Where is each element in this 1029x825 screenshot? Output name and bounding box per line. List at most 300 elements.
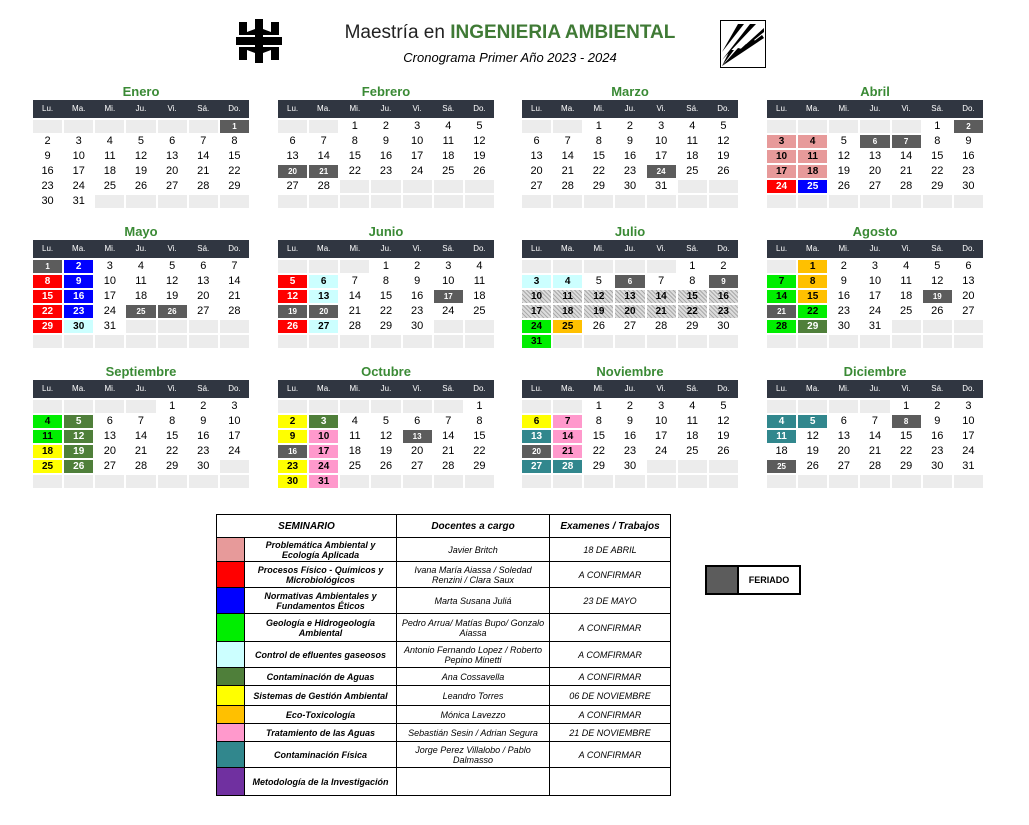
day-cell: 7 [126,415,155,428]
day-cell: 16 [954,150,983,163]
day-cell: 12 [64,430,93,443]
weekday-label: Vi. [167,384,177,393]
day-cell: 9 [923,415,952,428]
seminario-name: Problemática Ambiental y Ecología Aplicada [245,538,397,562]
day-cell: 5 [465,120,494,133]
weekday-label: Vi. [412,104,422,113]
days-grid [33,400,249,488]
weekday-label: Sá. [931,244,944,253]
weekday-label: Lu. [531,104,543,113]
empty-day-cell [798,335,827,348]
day-cell: 16 [615,150,644,163]
day-cell: 26 [709,445,738,458]
day-cell: 26 [371,460,400,473]
day-cell: 22 [892,445,921,458]
weekday-label: Sá. [197,244,210,253]
day-cell: 4 [465,260,494,273]
legend-row [217,742,671,768]
weekday-label: Do. [962,384,975,393]
day-cell: 17 [860,290,889,303]
day-cell: 13 [403,430,432,443]
day-cell: 25 [678,165,707,178]
legend-row [217,538,671,562]
empty-day-cell [126,475,155,488]
days-grid [278,400,494,488]
empty-day-cell [465,180,494,193]
empty-day-cell [615,475,644,488]
feriado-label: FERIADO [748,575,790,585]
day-cell: 12 [798,430,827,443]
day-cell: 11 [678,415,707,428]
day-cell: 2 [33,135,62,148]
weekday-label: Ju. [380,244,392,253]
day-cell: 8 [892,415,921,428]
empty-day-cell [340,260,369,273]
empty-day-cell [892,335,921,348]
empty-day-cell [553,120,582,133]
weekday-label: Lu. [42,384,54,393]
day-cell: 4 [553,275,582,288]
empty-day-cell [220,335,249,348]
day-cell: 26 [798,460,827,473]
empty-day-cell [309,335,338,348]
day-cell: 26 [278,320,307,333]
empty-day-cell [220,475,249,488]
examen-date: A COMFIRMAR [550,642,671,668]
day-cell: 24 [647,165,676,178]
day-cell: 16 [709,290,738,303]
empty-day-cell [189,195,218,208]
examen-date: 21 DE NOVIEMBRE [550,724,671,742]
seminario-name: Normativas Ambientales y Fundamentos Éticos [245,588,397,614]
docentes-names: Jorge Perez Villalobo / Pablo Dalmasso [397,742,550,768]
day-cell: 6 [278,135,307,148]
day-cell: 17 [954,430,983,443]
weekday-label: Do. [717,384,730,393]
empty-day-cell [465,475,494,488]
empty-day-cell [189,120,218,133]
weekday-label: Mi. [838,244,850,253]
weekday-label: Mi. [593,244,605,253]
day-cell: 1 [33,260,62,273]
day-cell: 6 [860,135,889,148]
day-cell: 19 [64,445,93,458]
day-cell: 18 [33,445,62,458]
month-diciembre [767,364,983,488]
day-cell: 7 [189,135,218,148]
day-cell: 26 [709,165,738,178]
weekday-label: Lu. [287,244,299,253]
day-cell: 7 [553,135,582,148]
day-cell: 6 [158,135,187,148]
day-cell: 28 [309,180,338,193]
weekday-label: Do. [717,104,730,113]
day-cell: 30 [615,460,644,473]
day-cell: 9 [829,275,858,288]
examen-date: 23 DE MAYO [550,588,671,614]
month-mayo [33,224,249,348]
day-cell: 16 [278,445,307,458]
weekday-label: Mi. [593,104,605,113]
weekday-label: Sá. [686,384,699,393]
empty-day-cell [709,180,738,193]
empty-day-cell [403,400,432,413]
seminario-name: Procesos Físico - Químicos y Microbiológicos [245,562,397,588]
day-cell: 11 [126,275,155,288]
day-cell: 10 [64,150,93,163]
empty-day-cell [189,475,218,488]
day-cell: 28 [553,180,582,193]
weekday-label: Mi. [349,384,361,393]
day-cell: 30 [278,475,307,488]
day-cell: 5 [278,275,307,288]
day-cell: 17 [220,430,249,443]
day-cell: 10 [767,150,796,163]
day-cell: 23 [829,305,858,318]
empty-day-cell [434,195,463,208]
seminar-legend-table [216,514,671,796]
day-cell: 1 [158,400,187,413]
day-cell: 21 [340,305,369,318]
day-cell: 27 [189,305,218,318]
day-cell: 3 [220,400,249,413]
day-cell: 27 [615,320,644,333]
month-junio [278,224,494,348]
day-cell: 20 [522,445,551,458]
day-cell: 28 [767,320,796,333]
empty-day-cell [923,335,952,348]
legend-row [217,562,671,588]
weekday-header [278,240,494,258]
day-cell: 10 [403,135,432,148]
empty-day-cell [95,400,124,413]
day-cell: 1 [340,120,369,133]
docentes-names: Mónica Lavezzo [397,706,550,724]
empty-day-cell [33,400,62,413]
day-cell: 25 [767,460,796,473]
day-cell: 1 [678,260,707,273]
weekday-label: Lu. [776,384,788,393]
day-cell: 28 [340,320,369,333]
legend-color-swatch [217,768,245,796]
day-cell: 20 [829,445,858,458]
empty-day-cell [340,400,369,413]
weekday-label: Do. [717,244,730,253]
day-cell: 21 [647,305,676,318]
empty-day-cell [64,400,93,413]
day-cell: 10 [220,415,249,428]
day-cell: 14 [126,430,155,443]
legend-row [217,768,671,796]
day-cell: 5 [798,415,827,428]
empty-day-cell [709,475,738,488]
docentes-names: Marta Susana Juliá [397,588,550,614]
weekday-label: Mi. [838,104,850,113]
day-cell: 27 [403,460,432,473]
empty-day-cell [553,195,582,208]
empty-day-cell [678,335,707,348]
empty-day-cell [798,195,827,208]
day-cell: 2 [371,120,400,133]
day-cell: 26 [923,305,952,318]
legend-row [217,614,671,642]
day-cell: 14 [220,275,249,288]
seminario-name: Tratamiento de las Aguas [245,724,397,742]
day-cell: 1 [892,400,921,413]
page-subtitle: Cronograma Primer Año 2023 - 2024 [403,50,617,65]
weekday-label: Ju. [135,104,147,113]
empty-day-cell [33,475,62,488]
day-cell: 9 [371,135,400,148]
day-cell: 15 [33,290,62,303]
month-name: Agosto [852,224,898,239]
day-cell: 2 [709,260,738,273]
day-cell: 8 [465,415,494,428]
day-cell: 4 [798,135,827,148]
day-cell: 16 [371,150,400,163]
weekday-header [33,380,249,398]
empty-day-cell [95,335,124,348]
day-cell: 11 [465,275,494,288]
day-cell: 2 [954,120,983,133]
day-cell: 31 [522,335,551,348]
month-febrero [278,84,494,208]
examen-date: A CONFIRMAR [550,614,671,642]
empty-day-cell [767,475,796,488]
legend-color-swatch [217,562,245,588]
day-cell: 1 [220,120,249,133]
day-cell: 20 [522,165,551,178]
weekday-header [522,100,738,118]
weekday-label: Ju. [380,384,392,393]
weekday-label: Lu. [287,104,299,113]
day-cell: 12 [371,430,400,443]
weekday-header [767,240,983,258]
day-cell: 30 [923,460,952,473]
day-cell: 21 [434,445,463,458]
day-cell: 18 [767,445,796,458]
day-cell: 2 [64,260,93,273]
empty-day-cell [798,400,827,413]
empty-day-cell [892,195,921,208]
empty-day-cell [309,260,338,273]
day-cell: 13 [522,150,551,163]
empty-day-cell [158,475,187,488]
day-cell: 13 [309,290,338,303]
day-cell: 11 [892,275,921,288]
month-octubre [278,364,494,488]
day-cell: 12 [584,290,613,303]
empty-day-cell [584,475,613,488]
legend-color-swatch [217,588,245,614]
day-cell: 17 [522,305,551,318]
day-cell: 2 [278,415,307,428]
weekday-label: Ma. [561,384,575,393]
day-cell: 3 [434,260,463,273]
day-cell: 5 [371,415,400,428]
day-cell: 23 [371,165,400,178]
day-cell: 14 [189,150,218,163]
day-cell: 17 [767,165,796,178]
empty-day-cell [278,195,307,208]
day-cell: 12 [465,135,494,148]
empty-day-cell [860,335,889,348]
day-cell: 3 [647,120,676,133]
day-cell: 30 [403,320,432,333]
weekday-label: Do. [228,244,241,253]
day-cell: 8 [798,275,827,288]
weekday-label: Sá. [442,104,455,113]
weekday-label: Ju. [135,384,147,393]
day-cell: 9 [189,415,218,428]
day-cell: 28 [553,460,582,473]
empty-day-cell [553,260,582,273]
empty-day-cell [615,335,644,348]
empty-day-cell [860,195,889,208]
day-cell: 6 [95,415,124,428]
day-cell: 10 [954,415,983,428]
utn-logo-icon [236,19,282,63]
day-cell: 23 [64,305,93,318]
day-cell: 14 [647,290,676,303]
feriado-legend [705,565,801,595]
weekday-label: Sá. [686,244,699,253]
day-cell: 24 [64,180,93,193]
weekday-header [33,100,249,118]
empty-day-cell [126,120,155,133]
weekday-label: Mi. [104,244,116,253]
empty-day-cell [923,320,952,333]
day-cell: 14 [340,290,369,303]
empty-day-cell [647,335,676,348]
day-cell: 8 [678,275,707,288]
weekday-label: Ju. [869,244,881,253]
day-cell: 19 [709,150,738,163]
day-cell: 13 [189,275,218,288]
day-cell: 20 [95,445,124,458]
month-marzo [522,84,738,208]
seminario-name: Control de efluentes gaseosos [245,642,397,668]
weekday-label: Vi. [656,384,666,393]
weekday-label: Ma. [317,244,331,253]
day-cell: 26 [465,165,494,178]
weekday-label: Ma. [806,244,820,253]
docentes-names: Sebastián Sesin / Adrian Segura [397,724,550,742]
seminario-name: Contaminación de Aguas [245,668,397,686]
day-cell: 16 [923,430,952,443]
day-cell: 21 [553,445,582,458]
day-cell: 16 [615,430,644,443]
day-cell: 20 [403,445,432,458]
weekday-label: Ma. [317,104,331,113]
weekday-header [767,100,983,118]
day-cell: 31 [95,320,124,333]
empty-day-cell [189,320,218,333]
day-cell: 1 [371,260,400,273]
day-cell: 29 [892,460,921,473]
day-cell: 22 [584,445,613,458]
day-cell: 9 [709,275,738,288]
day-cell: 2 [189,400,218,413]
empty-day-cell [553,475,582,488]
month-septiembre [33,364,249,488]
day-cell: 29 [33,320,62,333]
day-cell: 10 [522,290,551,303]
weekday-label: Vi. [167,104,177,113]
day-cell: 19 [126,165,155,178]
day-cell: 26 [829,180,858,193]
day-cell: 23 [33,180,62,193]
day-cell: 25 [33,460,62,473]
empty-day-cell [522,260,551,273]
empty-day-cell [158,335,187,348]
day-cell: 29 [678,320,707,333]
empty-day-cell [434,180,463,193]
weekday-label: Ma. [561,244,575,253]
empty-day-cell [158,120,187,133]
month-agosto [767,224,983,348]
day-cell: 6 [189,260,218,273]
day-cell: 5 [126,135,155,148]
day-cell: 13 [829,430,858,443]
empty-day-cell [647,475,676,488]
weekday-label: Sá. [931,384,944,393]
days-grid [522,120,738,208]
weekday-label: Vi. [656,244,666,253]
day-cell: 17 [95,290,124,303]
day-cell: 30 [954,180,983,193]
day-cell: 3 [860,260,889,273]
day-cell: 31 [309,475,338,488]
empty-day-cell [522,120,551,133]
day-cell: 22 [465,445,494,458]
empty-day-cell [220,460,249,473]
day-cell: 9 [954,135,983,148]
day-cell: 4 [33,415,62,428]
day-cell: 14 [553,150,582,163]
day-cell: 16 [64,290,93,303]
empty-day-cell [647,460,676,473]
empty-day-cell [553,335,582,348]
empty-day-cell [278,120,307,133]
empty-day-cell [829,400,858,413]
day-cell: 13 [615,290,644,303]
day-cell: 14 [553,430,582,443]
empty-day-cell [309,120,338,133]
day-cell: 28 [126,460,155,473]
day-cell: 17 [647,150,676,163]
day-cell: 2 [829,260,858,273]
legend-row [217,588,671,614]
day-cell: 8 [923,135,952,148]
empty-day-cell [158,320,187,333]
day-cell: 29 [584,460,613,473]
weekday-label: Ma. [317,384,331,393]
weekday-label: Sá. [442,384,455,393]
weekday-label: Lu. [42,104,54,113]
weekday-label: Sá. [931,104,944,113]
weekday-label: Do. [962,244,975,253]
empty-day-cell [798,475,827,488]
day-cell: 4 [126,260,155,273]
day-cell: 28 [860,460,889,473]
day-cell: 11 [434,135,463,148]
day-cell: 12 [278,290,307,303]
day-cell: 29 [923,180,952,193]
legend-row [217,686,671,706]
month-name: Enero [122,84,160,99]
empty-day-cell [954,320,983,333]
